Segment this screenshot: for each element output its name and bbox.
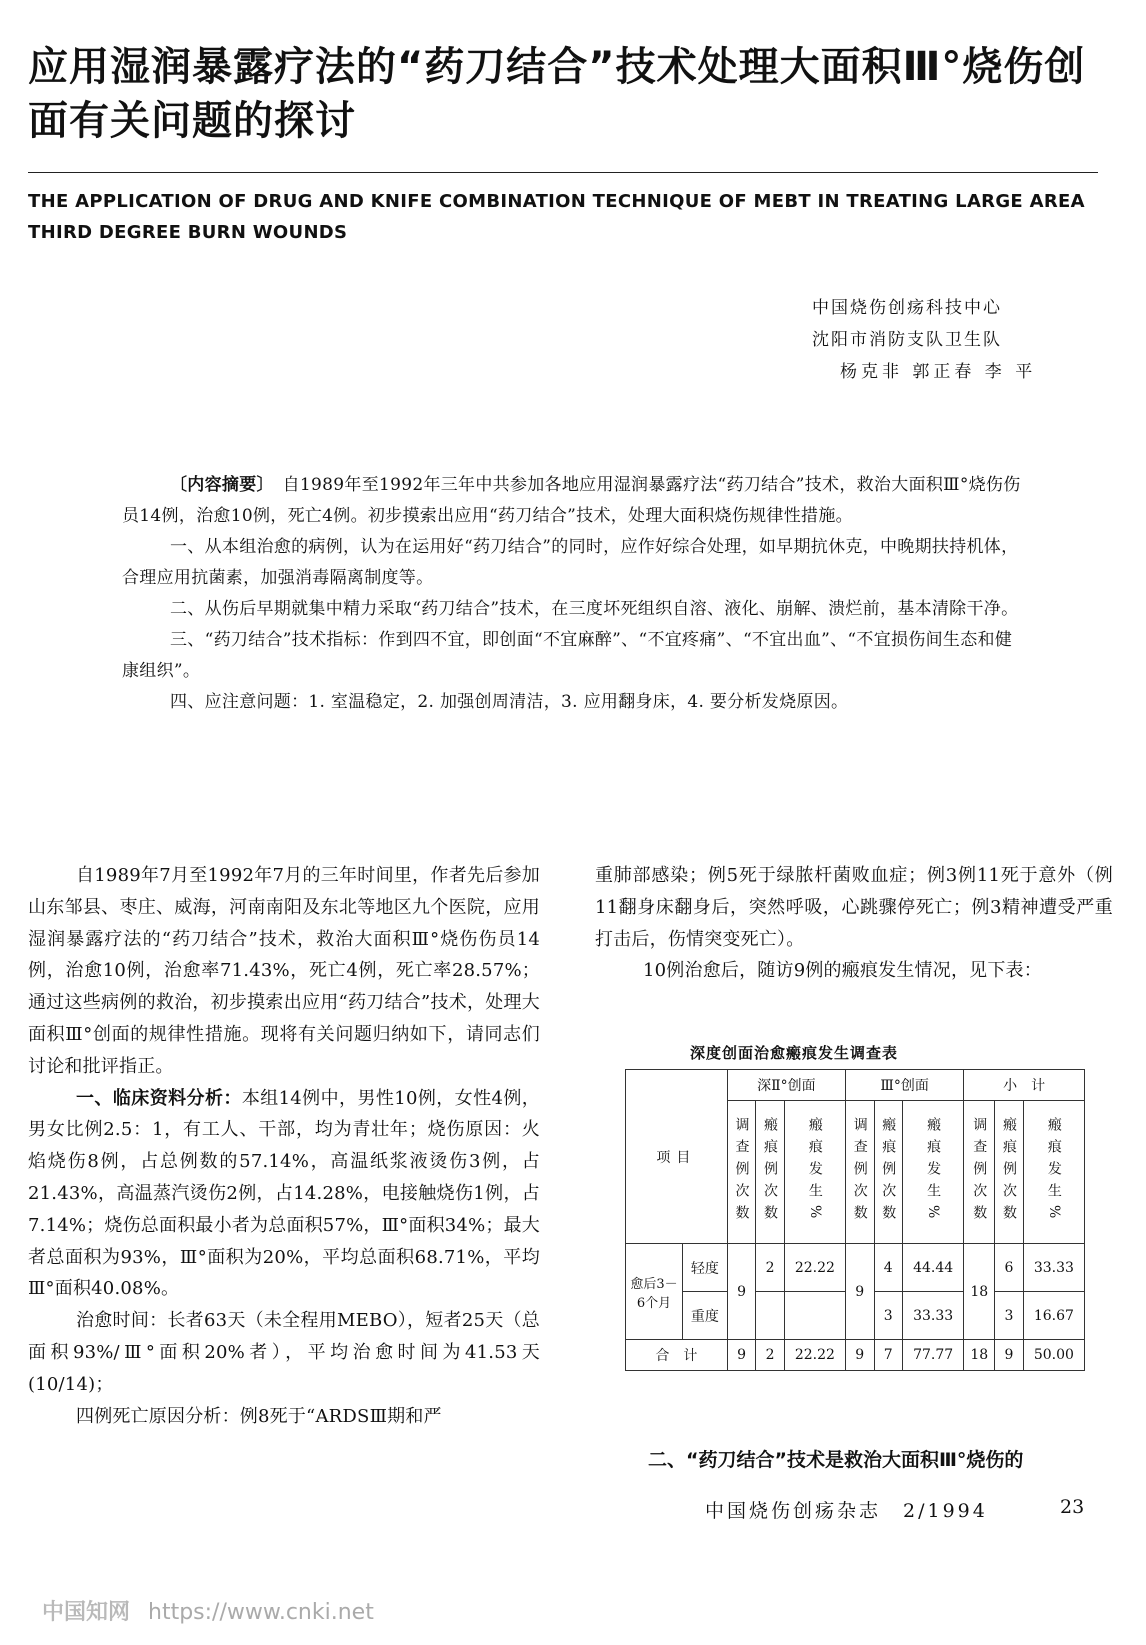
body-paragraph-2: 本组14例中，男性10例，女性4例，男女比例2.5：1，有工人、干部，均为青壮年；烧伤原因：火焰烧伤8例，占总例数的57.14%，高温纸浆液烫伤3例，占21.43%，高温蒸汽烫伤2例，占14.28%，电接触烧伤1例，占7.14%；烧伤总面积最小者为总面积57%，Ⅲ°面积34%；最大者总面积为93%，Ⅲ°面积为20%，平均总面积68.71%，平均Ⅲ°面积40.08%。 bbox=[28, 1087, 541, 1300]
body-right-column bbox=[595, 860, 1113, 987]
table-group-iii: Ⅲ°创面 bbox=[846, 1070, 964, 1101]
table-period: 愈后3－6个月 bbox=[626, 1244, 683, 1340]
table-total-cell: 22.22 bbox=[784, 1340, 845, 1371]
table-caption: 深度创面治愈瘢痕发生调查表 bbox=[690, 1044, 899, 1062]
table-cell: 9 bbox=[846, 1244, 875, 1340]
table-subheader: 调查例次数 bbox=[846, 1101, 875, 1244]
body-right-paragraph-1: 重肺部感染；例5死于绿脓杆菌败血症；例3例11死于意外（例11翻身床翻身后，突然呼吸，心跳骤停死亡；例3精神遭受严重打击后，伤情突变死亡）。 bbox=[595, 865, 1113, 950]
body-left-column bbox=[28, 860, 540, 1432]
table-cell: 16.67 bbox=[1023, 1292, 1084, 1340]
abstract bbox=[122, 470, 1022, 718]
table-cell: 9 bbox=[727, 1244, 756, 1340]
table-total-label: 合 计 bbox=[626, 1340, 728, 1371]
table-total-cell: 18 bbox=[964, 1340, 995, 1371]
table-subheader: 调查例次数 bbox=[727, 1101, 756, 1244]
table-subheader: 瘢痕发生% bbox=[784, 1101, 845, 1244]
table-total-cell: 77.77 bbox=[903, 1340, 964, 1371]
table-total-cell: 7 bbox=[874, 1340, 903, 1371]
watermark-url: https://www.cnki.net bbox=[148, 1600, 374, 1625]
table-total-cell: 9 bbox=[995, 1340, 1024, 1371]
table-cell: 3 bbox=[995, 1292, 1024, 1340]
watermark-cn: 中国知网 bbox=[42, 1600, 131, 1625]
table-cell: 3 bbox=[874, 1292, 903, 1340]
article-title: 应用湿润暴露疗法的“药刀结合”技术处理大面积Ⅲ°烧伤创面有关问题的探讨 bbox=[28, 44, 1086, 144]
body-paragraph-3: 治愈时间：长者63天（未全程用MEBO），短者25天（总面积93%/Ⅲ°面积20%者），平均治愈时间为41.53天(10/14)； bbox=[28, 1310, 540, 1395]
table-subheader: 调查例次数 bbox=[964, 1101, 995, 1244]
journal-footer: 中国烧伤创疡杂志 2/1994 bbox=[705, 1500, 988, 1522]
section-1-heading: 一、临床资料分析： bbox=[76, 1087, 242, 1109]
table-subheader: 瘢痕例次数 bbox=[756, 1101, 785, 1244]
table-group-subtotal: 小 计 bbox=[964, 1070, 1085, 1101]
table-subheader: 瘢痕例次数 bbox=[995, 1101, 1024, 1244]
abstract-point-1: 一、从本组治愈的病例，认为在运用好“药刀结合”的同时，应作好综合处理，如早期抗休克，中晚期扶持机体，合理应用抗菌素，加强消毒隔离制度等。 bbox=[122, 537, 1019, 588]
page-number: 23 bbox=[1060, 1496, 1085, 1518]
scar-survey-table bbox=[625, 1069, 1085, 1371]
body-paragraph-1: 自1989年7月至1992年7月的三年时间里，作者先后参加山东邹县、枣庄、威海，河南南阳及东北等地区九个医院，应用湿润暴露疗法的“药刀结合”技术，救治大面积Ⅲ°烧伤伤员14例，治愈10例，治愈率71.43%，死亡4例，死亡率28.57%；通过这些病例的救治，初步摸索出应用“药刀结合”技术，处理大面积Ⅲ°创面的规律性措施。现将有关问题归纳如下，请同志们讨论和批评指正。 bbox=[28, 865, 540, 1077]
table-total-cell: 50.00 bbox=[1023, 1340, 1084, 1371]
affiliation-org-2: 沈阳市消防支队卫生队 bbox=[812, 330, 1002, 350]
table-cell: 18 bbox=[964, 1244, 995, 1340]
affiliation-org-1: 中国烧伤创疡科技中心 bbox=[812, 298, 1002, 318]
table-cell: 2 bbox=[756, 1244, 785, 1292]
body-right-paragraph-2: 10例治愈后，随访9例的瘢痕发生情况，见下表： bbox=[643, 960, 1042, 982]
abstract-point-4: 四、应注意问题：1. 室温稳定，2. 加强创周清洁，3. 应用翻身床，4. 要分析发烧原因。 bbox=[170, 692, 849, 712]
table-total-cell: 2 bbox=[756, 1340, 785, 1371]
cnki-watermark bbox=[42, 1595, 374, 1626]
abstract-point-3: 三、“药刀结合”技术指标：作到四不宜，即创面“不宜麻醉”、“不宜疼痛”、“不宜出血”、“不宜损伤间生态和健康组织”。 bbox=[122, 630, 1013, 681]
abstract-tag: 〔内容摘要〕 bbox=[170, 475, 266, 495]
table-group-deep-ii: 深Ⅱ°创面 bbox=[727, 1070, 845, 1101]
table-subheader: 瘢痕发生% bbox=[1023, 1101, 1084, 1244]
table-row-label: 轻度 bbox=[683, 1244, 728, 1292]
abstract-point-2: 二、从伤后早期就集中精力采取“药刀结合”技术，在三度坏死组织自溶、液化、崩解、溃烂前，基本清除干净。 bbox=[170, 599, 1019, 619]
table-cell: 33.33 bbox=[1023, 1244, 1084, 1292]
table-total-cell: 9 bbox=[727, 1340, 756, 1371]
authors: 杨克非 郭正春 李 平 bbox=[840, 362, 1037, 382]
table-cell bbox=[784, 1292, 845, 1340]
table-cell bbox=[756, 1292, 785, 1340]
section-2-heading: 二、“药刀结合”技术是救治大面积Ⅲ°烧伤的 bbox=[648, 1449, 1024, 1471]
table-cell: 33.33 bbox=[903, 1292, 964, 1340]
abstract-intro: 自1989年至1992年三年中共参加各地应用湿润暴露疗法“药刀结合”技术，救治大面积Ⅲ°烧伤伤员14例，治愈10例，死亡4例。初步摸索出应用“药刀结合”技术，处理大面积烧伤规律性措施。 bbox=[122, 475, 1021, 526]
table-cell: 6 bbox=[995, 1244, 1024, 1292]
table-cell: 44.44 bbox=[903, 1244, 964, 1292]
table-row-label: 重度 bbox=[683, 1292, 728, 1340]
english-title: THE APPLICATION OF DRUG AND KNIFE COMBINATION TECHNIQUE OF MEBT IN TREATING LARGE AREA THIRD DEGREE BURN WOUNDS bbox=[28, 191, 1085, 243]
table-header-item: 项目 bbox=[626, 1070, 728, 1244]
table-cell: 4 bbox=[874, 1244, 903, 1292]
table-cell: 22.22 bbox=[784, 1244, 845, 1292]
body-paragraph-4: 四例死亡原因分析：例8死于“ARDSⅢ期和严 bbox=[76, 1405, 442, 1427]
table-subheader: 瘢痕例次数 bbox=[874, 1101, 903, 1244]
table-subheader: 瘢痕发生% bbox=[903, 1101, 964, 1244]
title-divider bbox=[28, 172, 1098, 173]
table-total-cell: 9 bbox=[846, 1340, 875, 1371]
